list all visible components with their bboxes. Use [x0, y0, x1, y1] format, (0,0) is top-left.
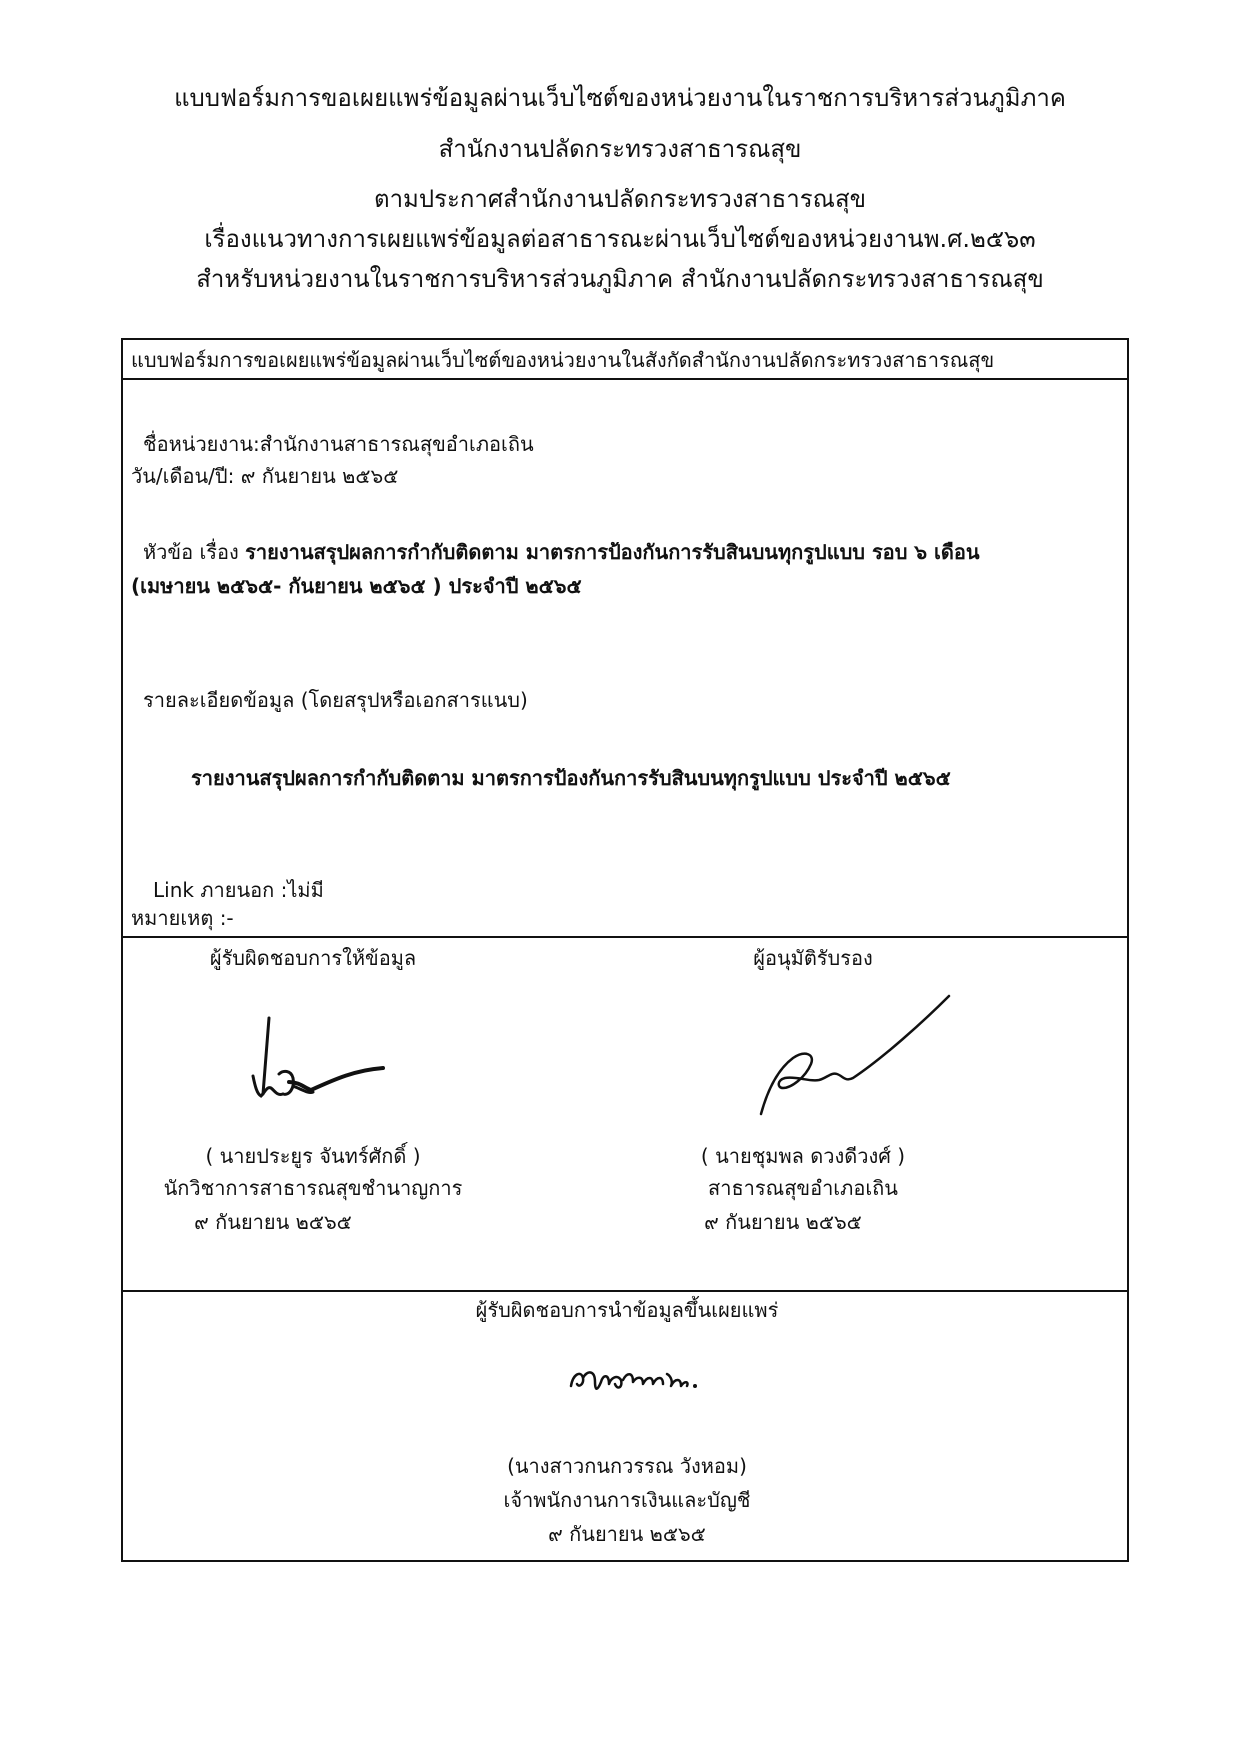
- date-label: วัน/เดือน/ปี:: [131, 464, 235, 488]
- publisher-signature: [567, 1352, 717, 1402]
- subject-title-line-1: รายงานสรุปผลการกำกับติดตาม มาตรการป้องกันการรับสินบนทุกรูปแบบ รอบ ๖ เดือน: [245, 540, 980, 564]
- approver-name: ( นายชุมพล ดวงดีวงศ์ ): [700, 1144, 906, 1168]
- responsible-name: ( นายประยูร จันทร์ศักดิ์ ): [205, 1144, 421, 1168]
- link-value: :ไม่มี: [280, 878, 324, 902]
- unit-row: [143, 430, 534, 458]
- title-divider: [123, 378, 1127, 380]
- remark-label: หมายเหตุ: [131, 906, 214, 930]
- publisher-name: (นางสาวกนกวรรณ วังหอม): [507, 1454, 747, 1478]
- responsible-date: ๙ กันยายน ๒๕๖๕: [194, 1210, 352, 1234]
- subject-row: [143, 538, 980, 566]
- publisher-position: เจ้าพนักงานการเงินและบัญชี: [503, 1488, 751, 1512]
- unit-label: ชื่อหน่วยงาน:: [143, 432, 260, 456]
- approver-date: ๙ กันยายน ๒๕๖๕: [704, 1210, 862, 1234]
- header-title-line-2: สำนักงานปลัดกระทรวงสาธารณสุข: [438, 135, 802, 163]
- approver-signature: [753, 992, 953, 1122]
- responsible-heading: ผู้รับผิดชอบการให้ข้อมูล: [209, 946, 417, 970]
- link-row: [153, 876, 324, 904]
- signature-divider: [123, 936, 1127, 938]
- unit-value: สำนักงานสาธารณสุขอำเภอเถิน: [259, 432, 534, 456]
- publisher-date: ๙ กันยายน ๒๕๖๕: [548, 1522, 706, 1546]
- publisher-divider: [123, 1290, 1127, 1292]
- header-title-line-1: แบบฟอร์มการขอเผยแพร่ข้อมูลผ่านเว็บไซต์ของหน่วยงานในราชการบริหารส่วนภูมิภาค: [174, 84, 1066, 112]
- remark-value: :-: [219, 906, 234, 930]
- remark-row: [131, 904, 234, 932]
- subject-title-line-2: (เมษายน ๒๕๖๕- กันยายน ๒๕๖๕ ) ประจำปี ๒๕๖๕: [131, 574, 582, 598]
- subject-label: หัวข้อ เรื่อง: [143, 540, 239, 564]
- detail-label: รายละเอียดข้อมูล (โดยสรุปหรือเอกสารแนบ): [143, 688, 528, 712]
- responsible-signature: [249, 1016, 389, 1106]
- header-title-line-4: เรื่องแนวทางการเผยแพร่ข้อมูลต่อสาธารณะผ่านเว็บไซต์ของหน่วยงานพ.ศ.๒๕๖๓: [204, 225, 1036, 253]
- date-value: ๙ กันยายน ๒๕๖๕: [240, 464, 399, 488]
- header-title-line-5: สำหรับหน่วยงานในราชการบริหารส่วนภูมิภาค สำนักงานปลัดกระทรวงสาธารณสุข: [196, 265, 1044, 293]
- approver-heading: ผู้อนุมัติรับรอง: [753, 946, 873, 970]
- header-title-line-3: ตามประกาศสำนักงานปลัดกระทรวงสาธารณสุข: [373, 185, 866, 213]
- date-row: [131, 462, 398, 490]
- form-box-title: แบบฟอร์มการขอเผยแพร่ข้อมูลผ่านเว็บไซต์ของหน่วยงานในสังกัดสำนักงานปลัดกระทรวงสาธารณสุข: [131, 348, 995, 372]
- link-label: Link ภายนอก: [153, 878, 275, 902]
- approver-position: สาธารณสุขอำเภอเถิน: [708, 1176, 898, 1200]
- publisher-heading: ผู้รับผิดชอบการนำข้อมูลขึ้นเผยแพร่: [475, 1298, 779, 1322]
- responsible-position: นักวิชาการสาธารณสุขชำนาญการ: [163, 1176, 463, 1200]
- form-box: [121, 338, 1129, 1562]
- detail-text: รายงานสรุปผลการกำกับติดตาม มาตรการป้องกันการรับสินบนทุกรูปแบบ ประจำปี ๒๕๖๕: [191, 766, 951, 790]
